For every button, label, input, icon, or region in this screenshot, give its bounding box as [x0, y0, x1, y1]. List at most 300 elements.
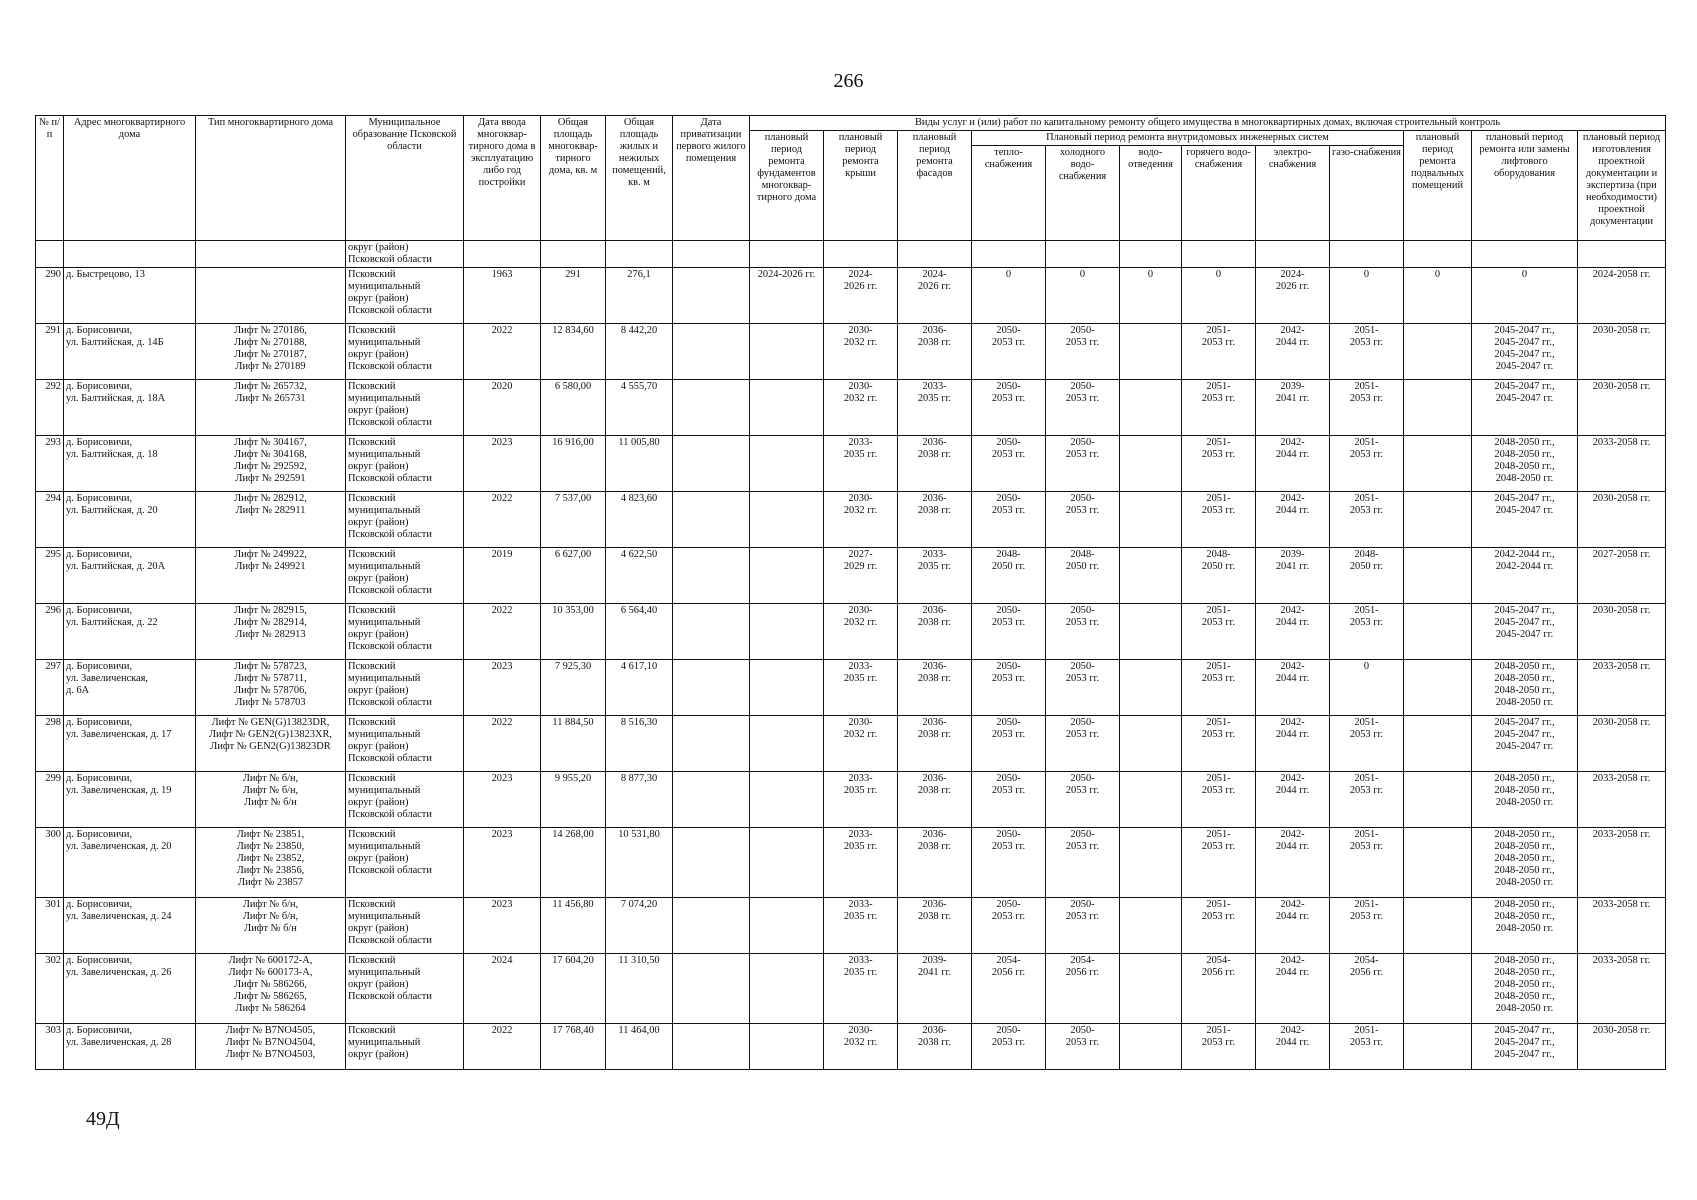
cell-empty — [898, 241, 972, 268]
header-cold-water: холодного водо-снабжения — [1046, 146, 1120, 241]
cell-address: д. Борисовичи, ул. Балтийская, д. 14Б — [64, 324, 196, 380]
cell-electricity: 2042- 2044 гг. — [1256, 324, 1330, 380]
cell-facade: 2033- 2035 гг. — [898, 548, 972, 604]
header-residential-area: Общая площадь жилых и нежилых помещений, кв. м — [606, 116, 673, 241]
cell-basement — [1404, 828, 1472, 898]
cell-empty — [1472, 241, 1578, 268]
cell-roof: 2030- 2032 гг. — [824, 716, 898, 772]
cell-foundation — [750, 436, 824, 492]
cell-hot-water: 2054- 2056 гг. — [1182, 954, 1256, 1024]
cell-heating: 2050- 2053 гг. — [972, 772, 1046, 828]
cell-empty — [750, 241, 824, 268]
cell-basement — [1404, 772, 1472, 828]
cell-municipality: Псковский муниципальный округ (район) Псковской области — [346, 268, 464, 324]
cell-num: 296 — [36, 604, 64, 660]
cell-hot-water: 0 — [1182, 268, 1256, 324]
cell-total-area: 9 955,20 — [541, 772, 606, 828]
table-row — [36, 380, 1666, 436]
cell-num: 302 — [36, 954, 64, 1024]
cell-num: 291 — [36, 324, 64, 380]
cell-year: 2022 — [464, 604, 541, 660]
cell-privatization — [673, 436, 750, 492]
header-works-group: Виды услуг и (или) работ по капитальному ремонту общего имущества в многоквартирных домах, включая строительный контроль — [750, 116, 1666, 131]
cell-address: д. Борисовичи, ул. Балтийская, д. 20 — [64, 492, 196, 548]
cell-elevator: 0 — [1472, 268, 1578, 324]
table-row — [36, 954, 1666, 1024]
cell-roof: 2030- 2032 гг. — [824, 604, 898, 660]
cell-electricity: 2042- 2044 гг. — [1256, 898, 1330, 954]
cell-elevator: 2045-2047 гг., 2045-2047 гг. — [1472, 492, 1578, 548]
cell-num: 300 — [36, 828, 64, 898]
table-row — [36, 660, 1666, 716]
cell-design: 2030-2058 гг. — [1578, 492, 1666, 548]
cell-hot-water: 2051- 2053 гг. — [1182, 324, 1256, 380]
cell-address — [64, 241, 196, 268]
cell-roof: 2030- 2032 гг. — [824, 380, 898, 436]
cell-roof: 2024- 2026 гг. — [824, 268, 898, 324]
cell-cold-water: 2050- 2053 гг. — [1046, 716, 1120, 772]
header-hot-water: горячего водо-снабжения — [1182, 146, 1256, 241]
cell-total-area: 17 768,40 — [541, 1024, 606, 1070]
cell-address: д. Борисовичи, ул. Балтийская, д. 22 — [64, 604, 196, 660]
cell-sewerage: 0 — [1120, 268, 1182, 324]
cell-total-area: 12 834,60 — [541, 324, 606, 380]
cell-residential-area: 6 564,40 — [606, 604, 673, 660]
header-date-input: Дата ввода многоквар-тирного дома в эксплуатацию либо год постройки — [464, 116, 541, 241]
cell-gas: 2051- 2053 гг. — [1330, 1024, 1404, 1070]
cell-residential-area: 11 464,00 — [606, 1024, 673, 1070]
cell-empty — [1578, 241, 1666, 268]
cell-cold-water: 2050- 2053 гг. — [1046, 436, 1120, 492]
cell-type: Лифт № б/н, Лифт № б/н, Лифт № б/н — [196, 898, 346, 954]
cell-heating: 2050- 2053 гг. — [972, 898, 1046, 954]
cell-total-area: 11 456,80 — [541, 898, 606, 954]
cell-cold-water: 2050- 2053 гг. — [1046, 898, 1120, 954]
cell-facade: 2039- 2041 гг. — [898, 954, 972, 1024]
cell-type: Лифт № 270186, Лифт № 270188, Лифт № 270187, Лифт № 270189 — [196, 324, 346, 380]
cell-gas: 0 — [1330, 660, 1404, 716]
cell-year: 2022 — [464, 1024, 541, 1070]
cell-total-area: 291 — [541, 268, 606, 324]
cell-cold-water: 2050- 2053 гг. — [1046, 772, 1120, 828]
cell-empty — [1046, 241, 1120, 268]
cell-foundation — [750, 828, 824, 898]
cell-roof: 2033- 2035 гг. — [824, 772, 898, 828]
header-basement: плановый период ремонта подвальных помещений — [1404, 131, 1472, 241]
cell-gas: 2051- 2053 гг. — [1330, 828, 1404, 898]
cell-privatization — [673, 380, 750, 436]
cell-municipality: Псковский муниципальный округ (район) Псковской области — [346, 828, 464, 898]
cell-design: 2033-2058 гг. — [1578, 828, 1666, 898]
cell-year: 1963 — [464, 268, 541, 324]
cell-empty — [824, 241, 898, 268]
cell-municipality: Псковский муниципальный округ (район) Псковской области — [346, 492, 464, 548]
cell-address: д. Борисовичи, ул. Балтийская, д. 18А — [64, 380, 196, 436]
cell-privatization — [673, 1024, 750, 1070]
cell-facade: 2036- 2038 гг. — [898, 1024, 972, 1070]
cell-total-area: 16 916,00 — [541, 436, 606, 492]
cell-num: 303 — [36, 1024, 64, 1070]
header-facade: плановый период ремонта фасадов — [898, 131, 972, 241]
header-sewerage: водо-отведения — [1120, 146, 1182, 241]
cell-facade: 2036- 2038 гг. — [898, 436, 972, 492]
cell-heating: 0 — [972, 268, 1046, 324]
cell-hot-water: 2051- 2053 гг. — [1182, 380, 1256, 436]
cell-basement — [1404, 380, 1472, 436]
cell-num — [36, 241, 64, 268]
cell-sewerage — [1120, 660, 1182, 716]
cell-foundation — [750, 492, 824, 548]
cell-type: Лифт № B7NO4505, Лифт № B7NO4504, Лифт № B7NO4503, — [196, 1024, 346, 1070]
cell-sewerage — [1120, 828, 1182, 898]
cell-privatization — [673, 660, 750, 716]
cell-roof: 2030- 2032 гг. — [824, 324, 898, 380]
header-address: Адрес многоквартирного дома — [64, 116, 196, 241]
cell-privatization — [673, 548, 750, 604]
page-number: 266 — [833, 70, 864, 92]
header-foundation: плановый период ремонта фундаментов многоквар-тирного дома — [750, 131, 824, 241]
cell-gas: 2048- 2050 гг. — [1330, 548, 1404, 604]
cell-sewerage — [1120, 324, 1182, 380]
cell-cold-water: 2050- 2053 гг. — [1046, 1024, 1120, 1070]
cell-total-area: 17 604,20 — [541, 954, 606, 1024]
cell-foundation — [750, 772, 824, 828]
cell-hot-water: 2048- 2050 гг. — [1182, 548, 1256, 604]
cell-type: Лифт № 23851, Лифт № 23850, Лифт № 23852, Лифт № 23856, Лифт № 23857 — [196, 828, 346, 898]
header-design-docs: плановый период изготовления проектной документации и экспертиза (при необходимости) проектной документации — [1578, 131, 1666, 241]
cell-heating: 2050- 2053 гг. — [972, 380, 1046, 436]
table-row — [36, 828, 1666, 898]
cell-elevator: 2045-2047 гг., 2045-2047 гг. — [1472, 380, 1578, 436]
cell-elevator: 2048-2050 гг., 2048-2050 гг., 2048-2050 гг. — [1472, 898, 1578, 954]
cell-residential-area: 11 005,80 — [606, 436, 673, 492]
cell-total-area: 6 580,00 — [541, 380, 606, 436]
cell-type: Лифт № 265732, Лифт № 265731 — [196, 380, 346, 436]
cell-sewerage — [1120, 548, 1182, 604]
cell-basement — [1404, 898, 1472, 954]
cell-sewerage — [1120, 492, 1182, 548]
cell-design: 2033-2058 гг. — [1578, 660, 1666, 716]
header-electricity: электро-снабжения — [1256, 146, 1330, 241]
cell-privatization — [673, 898, 750, 954]
cell-municipality: Псковский муниципальный округ (район) Псковской области — [346, 604, 464, 660]
cell-municipality: Псковский муниципальный округ (район) — [346, 1024, 464, 1070]
header-privatization-date: Дата приватизации первого жилого помещения — [673, 116, 750, 241]
cell-basement — [1404, 660, 1472, 716]
cell-sewerage — [1120, 898, 1182, 954]
cell-elevator: 2048-2050 гг., 2048-2050 гг., 2048-2050 гг., 2048-2050 гг. — [1472, 660, 1578, 716]
cell-facade: 2033- 2035 гг. — [898, 380, 972, 436]
cell-gas: 2051- 2053 гг. — [1330, 492, 1404, 548]
cell-facade: 2036- 2038 гг. — [898, 604, 972, 660]
cell-facade: 2036- 2038 гг. — [898, 492, 972, 548]
cell-hot-water: 2051- 2053 гг. — [1182, 772, 1256, 828]
cell-num: 301 — [36, 898, 64, 954]
cell-heating: 2050- 2053 гг. — [972, 716, 1046, 772]
cell-type: Лифт № б/н, Лифт № б/н, Лифт № б/н — [196, 772, 346, 828]
cell-total-area: 10 353,00 — [541, 604, 606, 660]
cell-roof: 2033- 2035 гг. — [824, 660, 898, 716]
cell-residential-area: 4 617,10 — [606, 660, 673, 716]
cell-num: 292 — [36, 380, 64, 436]
cell-year: 2022 — [464, 716, 541, 772]
cell-cold-water: 2050- 2053 гг. — [1046, 604, 1120, 660]
cell-sewerage — [1120, 604, 1182, 660]
cell-foundation — [750, 380, 824, 436]
cell-electricity: 2042- 2044 гг. — [1256, 492, 1330, 548]
cell-heating: 2054- 2056 гг. — [972, 954, 1046, 1024]
table-row — [36, 548, 1666, 604]
cell-elevator: 2042-2044 гг., 2042-2044 гг. — [1472, 548, 1578, 604]
cell-type: Лифт № 249922, Лифт № 249921 — [196, 548, 346, 604]
cell-design: 2030-2058 гг. — [1578, 604, 1666, 660]
cell-sewerage — [1120, 436, 1182, 492]
cell-foundation — [750, 604, 824, 660]
cell-electricity: 2042- 2044 гг. — [1256, 436, 1330, 492]
header-row-1 — [36, 116, 1666, 131]
cell-cold-water: 2050- 2053 гг. — [1046, 324, 1120, 380]
cell-address: д. Борисовичи, ул. Завеличенская, д. 20 — [64, 828, 196, 898]
cell-electricity: 2042- 2044 гг. — [1256, 954, 1330, 1024]
header-engineering-group: Плановый период ремонта внутридомовых инженерных систем — [972, 131, 1404, 146]
header-num: № п/п — [36, 116, 64, 241]
cell-address: д. Борисовичи, ул. Завеличенская, д. 6А — [64, 660, 196, 716]
cell-roof: 2033- 2035 гг. — [824, 436, 898, 492]
table-row — [36, 898, 1666, 954]
cell-design: 2033-2058 гг. — [1578, 898, 1666, 954]
cell-design: 2024-2058 гг. — [1578, 268, 1666, 324]
table-row — [36, 1024, 1666, 1070]
cell-empty — [1182, 241, 1256, 268]
cell-empty — [541, 241, 606, 268]
cell-design: 2030-2058 гг. — [1578, 1024, 1666, 1070]
cell-heating: 2050- 2053 гг. — [972, 324, 1046, 380]
table-row — [36, 772, 1666, 828]
cell-roof: 2030- 2032 гг. — [824, 492, 898, 548]
cell-privatization — [673, 716, 750, 772]
cell-num: 295 — [36, 548, 64, 604]
cell-num: 293 — [36, 436, 64, 492]
cell-design: 2027-2058 гг. — [1578, 548, 1666, 604]
cell-gas: 0 — [1330, 268, 1404, 324]
cell-foundation — [750, 324, 824, 380]
cell-residential-area: 10 531,80 — [606, 828, 673, 898]
cell-electricity: 2042- 2044 гг. — [1256, 1024, 1330, 1070]
cell-privatization — [673, 268, 750, 324]
cell-year: 2023 — [464, 772, 541, 828]
cell-gas: 2051- 2053 гг. — [1330, 380, 1404, 436]
table-row — [36, 436, 1666, 492]
cell-type: Лифт № 600172-А, Лифт № 600173-А, Лифт № 586266, Лифт № 586265, Лифт № 586264 — [196, 954, 346, 1024]
table-row — [36, 492, 1666, 548]
cell-hot-water: 2051- 2053 гг. — [1182, 604, 1256, 660]
cell-facade: 2036- 2038 гг. — [898, 828, 972, 898]
cell-elevator: 2048-2050 гг., 2048-2050 гг., 2048-2050 гг. — [1472, 772, 1578, 828]
table-row — [36, 604, 1666, 660]
cell-foundation — [750, 1024, 824, 1070]
cell-num: 299 — [36, 772, 64, 828]
cell-cold-water: 2050- 2053 гг. — [1046, 660, 1120, 716]
cell-hot-water: 2051- 2053 гг. — [1182, 828, 1256, 898]
cell-privatization — [673, 604, 750, 660]
cell-municipality: Псковский муниципальный округ (район) Псковской области — [346, 436, 464, 492]
cell-foundation — [750, 548, 824, 604]
header-municipality: Муниципальное образование Псковской области — [346, 116, 464, 241]
cell-year: 2022 — [464, 324, 541, 380]
cell-municipality: Псковский муниципальный округ (район) Псковской области — [346, 954, 464, 1024]
cell-heating: 2050- 2053 гг. — [972, 604, 1046, 660]
cell-residential-area: 7 074,20 — [606, 898, 673, 954]
cell-total-area: 7 537,00 — [541, 492, 606, 548]
cell-foundation: 2024-2026 гг. — [750, 268, 824, 324]
cell-basement — [1404, 548, 1472, 604]
cell-elevator: 2045-2047 гг., 2045-2047 гг., 2045-2047 гг. — [1472, 604, 1578, 660]
table-row — [36, 324, 1666, 380]
cell-heating: 2050- 2053 гг. — [972, 660, 1046, 716]
table-row — [36, 268, 1666, 324]
cell-privatization — [673, 772, 750, 828]
cell-residential-area: 8 877,30 — [606, 772, 673, 828]
cell-hot-water: 2051- 2053 гг. — [1182, 898, 1256, 954]
cell-elevator: 2045-2047 гг., 2045-2047 гг., 2045-2047 гг., — [1472, 1024, 1578, 1070]
cell-num: 298 — [36, 716, 64, 772]
cell-roof: 2033- 2035 гг. — [824, 828, 898, 898]
cell-facade: 2024- 2026 гг. — [898, 268, 972, 324]
cell-design: 2030-2058 гг. — [1578, 716, 1666, 772]
cell-type: Лифт № 578723, Лифт № 578711, Лифт № 578706, Лифт № 578703 — [196, 660, 346, 716]
cell-address: д. Борисовичи, ул. Завеличенская, д. 17 — [64, 716, 196, 772]
cell-year: 2023 — [464, 436, 541, 492]
cell-foundation — [750, 660, 824, 716]
header-gas: газо-снабжения — [1330, 146, 1404, 241]
cell-privatization — [673, 828, 750, 898]
cell-municipality: Псковский муниципальный округ (район) Псковской области — [346, 324, 464, 380]
cell-empty — [1404, 241, 1472, 268]
cell-municipality: округ (район) Псковской области — [346, 241, 464, 268]
cell-gas: 2051- 2053 гг. — [1330, 716, 1404, 772]
cell-empty — [606, 241, 673, 268]
cell-facade: 2036- 2038 гг. — [898, 772, 972, 828]
cell-address: д. Борисовичи, ул. Завеличенская, д. 26 — [64, 954, 196, 1024]
cell-cold-water: 2050- 2053 гг. — [1046, 492, 1120, 548]
cell-type — [196, 241, 346, 268]
cell-facade: 2036- 2038 гг. — [898, 898, 972, 954]
cell-design: 2030-2058 гг. — [1578, 324, 1666, 380]
cell-cold-water: 0 — [1046, 268, 1120, 324]
header-heating: тепло-снабжения — [972, 146, 1046, 241]
cell-type: Лифт № 282915, Лифт № 282914, Лифт № 282913 — [196, 604, 346, 660]
header-elevator: плановый период ремонта или замены лифтового оборудования — [1472, 131, 1578, 241]
cell-facade: 2036- 2038 гг. — [898, 716, 972, 772]
cell-roof: 2033- 2035 гг. — [824, 898, 898, 954]
cell-address: д. Борисовичи, ул. Балтийская, д. 18 — [64, 436, 196, 492]
cell-municipality: Псковский муниципальный округ (район) Псковской области — [346, 380, 464, 436]
cell-elevator: 2048-2050 гг., 2048-2050 гг., 2048-2050 гг., 2048-2050 гг., 2048-2050 гг. — [1472, 954, 1578, 1024]
cell-municipality: Псковский муниципальный округ (район) Псковской области — [346, 660, 464, 716]
cell-empty — [1256, 241, 1330, 268]
cell-electricity: 2024- 2026 гг. — [1256, 268, 1330, 324]
cell-hot-water: 2051- 2053 гг. — [1182, 1024, 1256, 1070]
cell-year: 2019 — [464, 548, 541, 604]
cell-year: 2022 — [464, 492, 541, 548]
cell-privatization — [673, 954, 750, 1024]
cell-heating: 2050- 2053 гг. — [972, 1024, 1046, 1070]
cell-electricity: 2042- 2044 гг. — [1256, 660, 1330, 716]
cell-gas: 2051- 2053 гг. — [1330, 898, 1404, 954]
cell-gas: 2051- 2053 гг. — [1330, 436, 1404, 492]
table-row — [36, 716, 1666, 772]
cell-total-area: 6 627,00 — [541, 548, 606, 604]
cell-basement — [1404, 954, 1472, 1024]
cell-municipality: Псковский муниципальный округ (район) Псковской области — [346, 898, 464, 954]
cell-basement — [1404, 604, 1472, 660]
cell-hot-water: 2051- 2053 гг. — [1182, 492, 1256, 548]
cell-num: 297 — [36, 660, 64, 716]
cell-year: 2024 — [464, 954, 541, 1024]
cell-electricity: 2039- 2041 гг. — [1256, 548, 1330, 604]
cell-cold-water: 2048- 2050 гг. — [1046, 548, 1120, 604]
cell-basement — [1404, 436, 1472, 492]
cell-residential-area: 8 516,30 — [606, 716, 673, 772]
cell-gas: 2051- 2053 гг. — [1330, 604, 1404, 660]
cell-design: 2033-2058 гг. — [1578, 954, 1666, 1024]
cell-year: 2023 — [464, 828, 541, 898]
cell-type: Лифт № 304167, Лифт № 304168, Лифт № 292592, Лифт № 292591 — [196, 436, 346, 492]
cell-gas: 2054- 2056 гг. — [1330, 954, 1404, 1024]
cell-residential-area: 276,1 — [606, 268, 673, 324]
cell-municipality: Псковский муниципальный округ (район) Псковской области — [346, 716, 464, 772]
cell-design: 2030-2058 гг. — [1578, 380, 1666, 436]
cell-residential-area: 4 555,70 — [606, 380, 673, 436]
cell-gas: 2051- 2053 гг. — [1330, 772, 1404, 828]
cell-address: д. Борисовичи, ул. Завеличенская, д. 24 — [64, 898, 196, 954]
cell-basement — [1404, 324, 1472, 380]
cell-electricity: 2042- 2044 гг. — [1256, 772, 1330, 828]
cell-type: Лифт № GEN(G)13823DR, Лифт № GEN2(G)13823XR, Лифт № GEN2(G)13823DR — [196, 716, 346, 772]
cell-electricity: 2042- 2044 гг. — [1256, 604, 1330, 660]
cell-num: 290 — [36, 268, 64, 324]
cell-design: 2033-2058 гг. — [1578, 772, 1666, 828]
cell-type: Лифт № 282912, Лифт № 282911 — [196, 492, 346, 548]
cell-year: 2023 — [464, 898, 541, 954]
cell-electricity: 2039- 2041 гг. — [1256, 380, 1330, 436]
cell-empty — [464, 241, 541, 268]
header-roof: плановый период ремонта крыши — [824, 131, 898, 241]
cell-cold-water: 2050- 2053 гг. — [1046, 828, 1120, 898]
cell-foundation — [750, 716, 824, 772]
cell-num: 294 — [36, 492, 64, 548]
cell-hot-water: 2051- 2053 гг. — [1182, 436, 1256, 492]
cell-empty — [1330, 241, 1404, 268]
cell-elevator: 2045-2047 гг., 2045-2047 гг., 2045-2047 гг., 2045-2047 гг. — [1472, 324, 1578, 380]
cell-elevator: 2045-2047 гг., 2045-2047 гг., 2045-2047 гг. — [1472, 716, 1578, 772]
cell-gas: 2051- 2053 гг. — [1330, 324, 1404, 380]
cell-basement: 0 — [1404, 268, 1472, 324]
cell-design: 2033-2058 гг. — [1578, 436, 1666, 492]
cell-roof: 2027- 2029 гг. — [824, 548, 898, 604]
cell-year: 2020 — [464, 380, 541, 436]
cell-empty — [1120, 241, 1182, 268]
cell-foundation — [750, 898, 824, 954]
cell-empty — [673, 241, 750, 268]
cell-hot-water: 2051- 2053 гг. — [1182, 716, 1256, 772]
cell-facade: 2036- 2038 гг. — [898, 660, 972, 716]
cell-roof: 2030- 2032 гг. — [824, 1024, 898, 1070]
cell-privatization — [673, 324, 750, 380]
cell-foundation — [750, 954, 824, 1024]
cell-basement — [1404, 492, 1472, 548]
cell-residential-area: 8 442,20 — [606, 324, 673, 380]
